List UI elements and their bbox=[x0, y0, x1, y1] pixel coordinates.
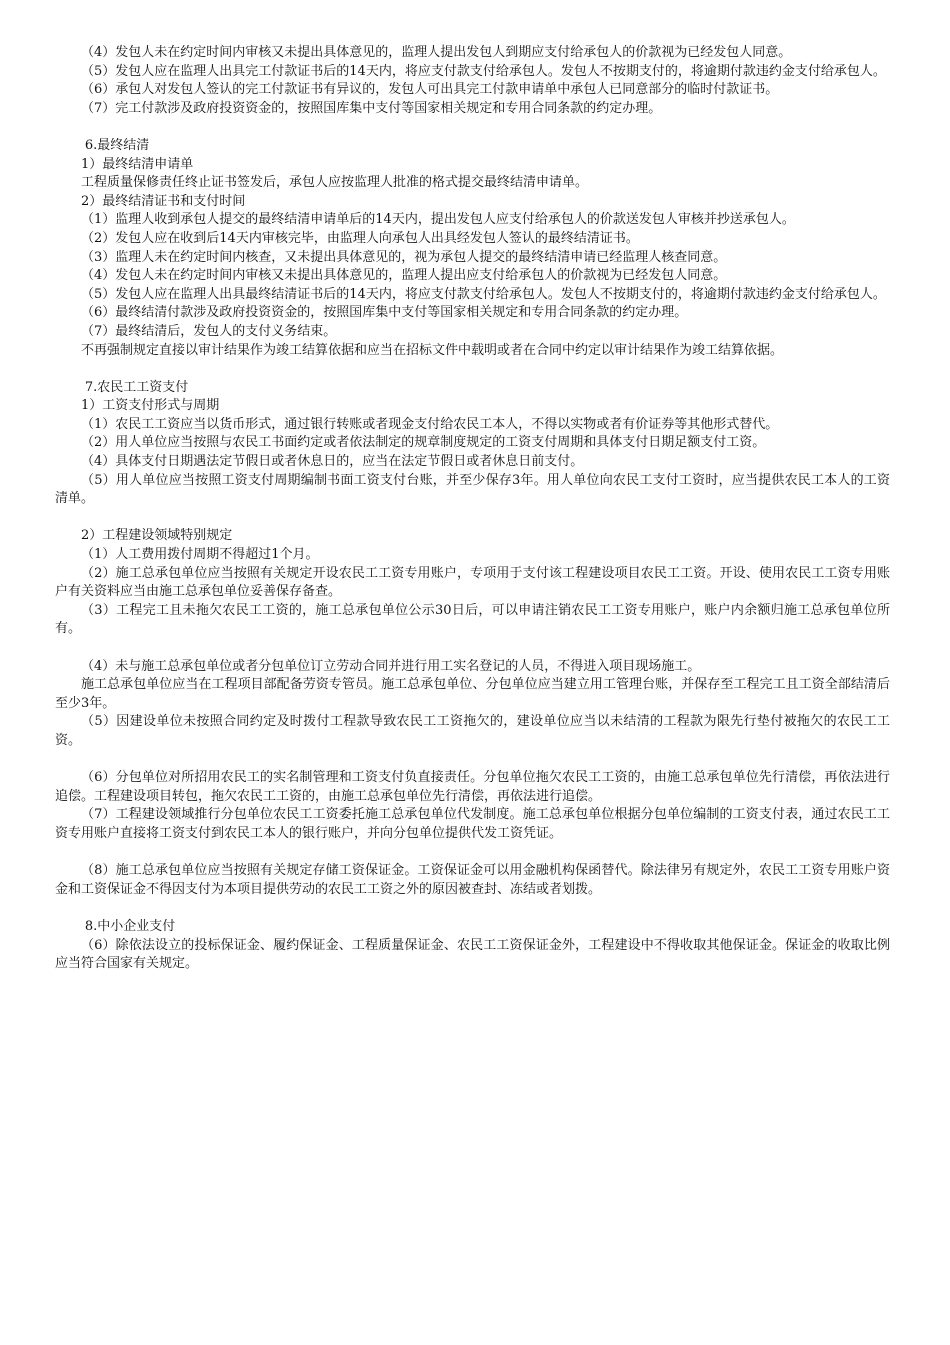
paragraph: （7）最终结清后，发包人的支付义务结束。 bbox=[81, 323, 337, 339]
paragraph: 2）最终结清证书和支付时间 bbox=[81, 193, 246, 209]
blank-line bbox=[55, 118, 890, 137]
paragraph: （4）发包人未在约定时间内审核又未提出具体意见的，监理人提出应支付给承包人的价款视为已经发包人同意。 bbox=[81, 268, 727, 284]
paragraph: 1）工资支付形式与周期 bbox=[81, 398, 220, 414]
paragraph: （2）用人单位应当按照与农民工书面约定或者依法制定的规章制度规定的工资支付周期和具体支付日期足额支付工资。 bbox=[81, 435, 766, 451]
paragraph: （8）施工总承包单位应当按照有关规定存储工资保证金。工资保证金可以用金融机构保函替代。除法律另有规定外，农民工工资专用账户资金和工资保证金不得因支付为本项目提供劳动的农民工工资之外的原因被查封、冻结或者划拨。 bbox=[55, 863, 890, 897]
paragraph: （6）最终结清付款涉及政府投资资金的，按照国库集中支付等国家相关规定和专用合同条款的约定办理。 bbox=[81, 305, 688, 321]
paragraph: （4）发包人未在约定时间内审核又未提出具体意见的，监理人提出发包人到期应支付给承包人的价款视为已经发包人同意。 bbox=[81, 45, 792, 60]
paragraph: （6）承包人对发包人签认的完工付款证书有异议的，发包人可出具完工付款申请单中承包人已同意部分的临时付款证书。 bbox=[81, 82, 779, 98]
paragraph: （4）具体支付日期遇法定节假日或者休息日的，应当在法定节假日或者休息日前支付。 bbox=[81, 454, 584, 470]
blank-line bbox=[55, 844, 890, 863]
paragraph: （6）除依法设立的投标保证金、履约保证金、工程质量保证金、农民工工资保证金外，工程建设中不得收取其他保证金。保证金的收取比例应当符合国家有关规定。 bbox=[55, 937, 890, 972]
paragraph: （1）监理人收到承包人提交的最终结清申请单后的14天内，提出发包人应支付给承包人的价款送发包人审核并抄送承包人。 bbox=[81, 212, 795, 228]
paragraph: （1）人工费用拨付周期不得超过1个月。 bbox=[81, 547, 319, 563]
section-heading: 8.中小企业支付 bbox=[84, 918, 176, 934]
paragraph: （7）完工付款涉及政府投资资金的，按照国库集中支付等国家相关规定和专用合同条款的约定办理。 bbox=[81, 100, 662, 116]
blank-line bbox=[55, 360, 890, 379]
paragraph: 施工总承包单位应当在工程项目部配备劳资专管员。施工总承包单位、分包单位应当建立用工管理台账，并保存至工程完工且工资全部结清后至少3年。 bbox=[55, 677, 890, 711]
paragraph: （3）监理人未在约定时间内核查，又未提出具体意见的，视为承包人提交的最终结清申请已经监理人核查同意。 bbox=[81, 249, 727, 265]
paragraph: （5）发包人应在监理人出具最终结清证书后的14天内，将应支付款支付给承包人。发包人不按期支付的，将逾期付款违约金支付给承包人。 bbox=[81, 286, 886, 302]
paragraph: （5）因建设单位未按照合同约定及时拨付工程款导致农民工工资拖欠的，建设单位应当以未结清的工程款为限先行垫付被拖欠的农民工工资。 bbox=[55, 714, 890, 748]
paragraph: （3）工程完工且未拖欠农民工工资的，施工总承包单位公示30日后，可以申请注销农民工工资专用账户，账户内余额归施工总承包单位所有。 bbox=[55, 602, 890, 637]
section-heading: 7.农民工工资支付 bbox=[84, 379, 189, 395]
paragraph: （5）发包人应在监理人出具完工付款证书后的14天内，将应支付款支付给承包人。发包人不按期支付的，将逾期付款违约金支付给承包人。 bbox=[81, 63, 886, 79]
section-heading: 6.最终结清 bbox=[84, 137, 150, 153]
paragraph: （1）农民工工资应当以货币形式，通过银行转账或者现金支付给农民工本人，不得以实物或者有价证券等其他形式替代。 bbox=[81, 416, 779, 432]
paragraph: （2）发包人应在收到后14天内审核完毕，由监理人向承包人出具经发包人签认的最终结清证书。 bbox=[81, 230, 639, 246]
paragraph: （2）施工总承包单位应当按照有关规定开设农民工工资专用账户，专项用于支付该工程建设项目农民工工资。开设、使用农民工工资专用账户有关资料应当由施工总承包单位妥善保存备查。 bbox=[55, 565, 890, 600]
blank-line bbox=[55, 639, 890, 658]
paragraph: 2）工程建设领域特别规定 bbox=[81, 528, 233, 544]
paragraph: （4）未与施工总承包单位或者分包单位订立劳动合同并进行用工实名登记的人员，不得进入项目现场施工。 bbox=[81, 658, 701, 674]
document-page bbox=[55, 44, 890, 974]
paragraph: （6）分包单位对所招用农民工的实名制管理和工资支付负直接责任。分包单位拖欠农民工工资的，由施工总承包单位先行清偿，再依法进行追偿。工程建设项目转包，拖欠农民工工资的，由施工总承包单位先行清偿，再依法进行追偿。 bbox=[55, 770, 890, 804]
paragraph: （5）用人单位应当按照工资支付周期编制书面工资支付台账，并至少保存3年。用人单位向农民工支付工资时，应当提供农民工本人的工资清单。 bbox=[55, 472, 890, 507]
paragraph: 1）最终结清申请单 bbox=[81, 156, 194, 172]
blank-line bbox=[55, 509, 890, 528]
blank-line bbox=[55, 899, 890, 918]
paragraph: （7）工程建设领域推行分包单位农民工工资委托施工总承包单位代发制度。施工总承包单位根据分包单位编制的工资支付表，通过农民工工资专用账户直接将工资支付到农民工本人的银行账户，并向分包单位提供代发工资凭证。 bbox=[55, 807, 890, 841]
blank-line bbox=[55, 751, 890, 770]
paragraph: 工程质量保修责任终止证书签发后，承包人应按监理人批准的格式提交最终结清申请单。 bbox=[81, 175, 589, 191]
paragraph: 不再强制规定直接以审计结果作为竣工结算依据和应当在招标文件中载明或者在合同中约定以审计结果作为竣工结算依据。 bbox=[81, 342, 784, 358]
